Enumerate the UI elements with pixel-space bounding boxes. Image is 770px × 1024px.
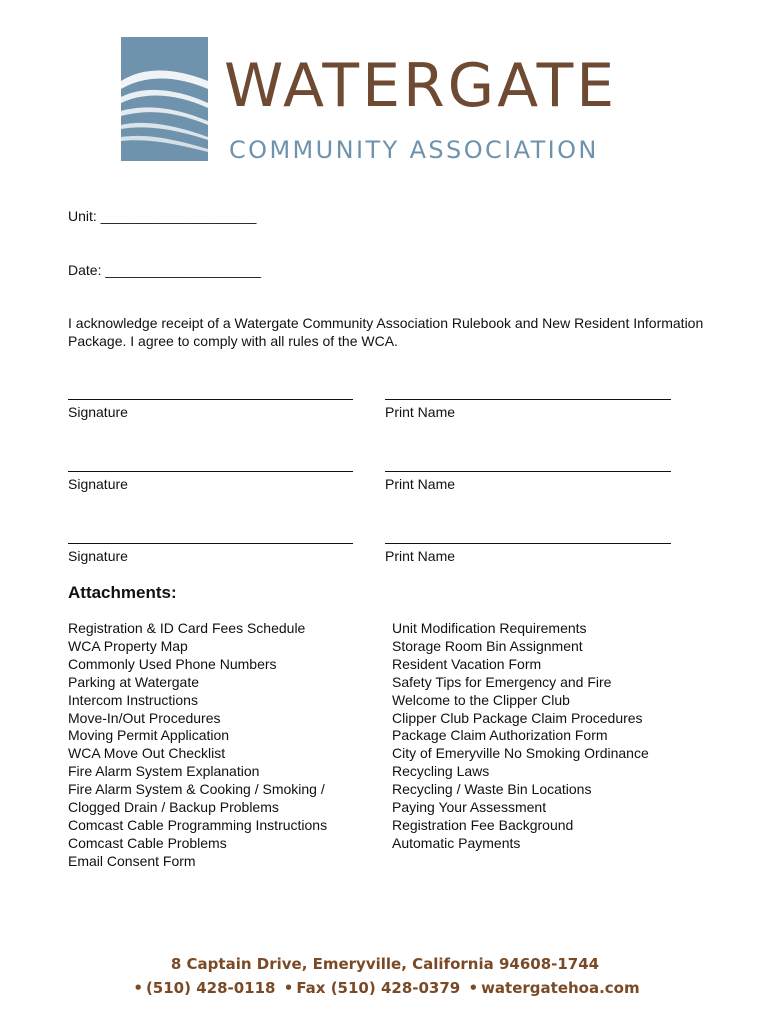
attachments-heading: Attachments: xyxy=(68,583,177,602)
bullet-separator: • xyxy=(468,979,479,997)
list-item: Move-In/Out Procedures xyxy=(68,709,221,726)
signature-label: Signature xyxy=(68,548,128,564)
list-item: City of Emeryville No Smoking Ordinance xyxy=(392,745,649,762)
bullet-separator: • xyxy=(283,979,294,997)
list-item: Fire Alarm System Explanation xyxy=(68,763,260,780)
footer-address: 8 Captain Drive, Emeryville, California 94608-1744 xyxy=(170,955,600,973)
print-name-label: Print Name xyxy=(385,476,456,492)
watergate-logo-icon xyxy=(121,37,208,161)
signature-line[interactable] xyxy=(68,399,353,400)
list-item: Email Consent Form xyxy=(68,852,196,869)
footer-contact xyxy=(0,979,770,997)
attachments-list-left xyxy=(68,620,327,871)
bullet-separator: • xyxy=(133,979,143,997)
list-item: Comcast Cable Problems xyxy=(68,834,227,851)
list-item: Moving Permit Application xyxy=(68,727,230,744)
list-item: Resident Vacation Form xyxy=(392,655,542,672)
list-item: Commonly Used Phone Numbers xyxy=(68,655,277,672)
list-item: Clipper Club Package Claim Procedures xyxy=(392,709,643,726)
signature-line[interactable] xyxy=(68,471,353,472)
print-name-label: Print Name xyxy=(385,548,456,564)
brand-title: WATERGATE xyxy=(224,51,618,121)
list-item: Recycling Laws xyxy=(392,763,490,780)
list-item: Clogged Drain / Backup Problems xyxy=(68,799,279,816)
date-field xyxy=(68,262,261,278)
attachments-list-right xyxy=(392,620,649,853)
list-item: Automatic Payments xyxy=(392,834,521,851)
unit-blank[interactable]: ____________________ xyxy=(100,208,257,224)
list-item: WCA Move Out Checklist xyxy=(68,745,226,762)
date-blank[interactable]: ____________________ xyxy=(105,262,262,278)
print-name-line[interactable] xyxy=(385,543,671,544)
print-name-line[interactable] xyxy=(385,399,671,400)
list-item: Storage Room Bin Assignment xyxy=(392,637,583,654)
list-item: Comcast Cable Programming Instructions xyxy=(68,816,328,833)
list-item: Parking at Watergate xyxy=(68,673,199,690)
list-item: Recycling / Waste Bin Locations xyxy=(392,781,592,798)
unit-label: Unit: xyxy=(68,208,97,224)
list-item: Registration Fee Background xyxy=(392,816,574,833)
list-item: Fire Alarm System & Cooking / Smoking / xyxy=(68,781,325,798)
print-name-label: Print Name xyxy=(385,404,456,420)
list-item: Welcome to the Clipper Club xyxy=(392,691,570,708)
list-item: Safety Tips for Emergency and Fire xyxy=(392,673,612,690)
print-name-line[interactable] xyxy=(385,471,671,472)
list-item: Unit Modification Requirements xyxy=(392,620,587,636)
signature-label: Signature xyxy=(68,404,128,420)
list-item: Package Claim Authorization Form xyxy=(392,727,608,744)
brand-subtitle: COMMUNITY ASSOCIATION xyxy=(229,136,599,164)
acknowledgement-text: I acknowledge receipt of a Watergate Community Association Rulebook and New Resident Information Package. I agree to comply with all rules of the WCA. xyxy=(68,315,704,349)
footer-website[interactable]: watergatehoa.com xyxy=(481,979,640,997)
date-label: Date: xyxy=(68,262,102,278)
footer-phone: (510) 428-0118 xyxy=(145,979,276,997)
signature-label: Signature xyxy=(68,476,128,492)
footer-fax: Fax (510) 428-0379 xyxy=(296,979,461,997)
list-item: WCA Property Map xyxy=(68,637,188,654)
list-item: Paying Your Assessment xyxy=(392,799,547,816)
unit-field xyxy=(68,208,256,224)
list-item: Intercom Instructions xyxy=(68,691,198,708)
list-item: Registration & ID Card Fees Schedule xyxy=(68,620,306,636)
signature-line[interactable] xyxy=(68,543,353,544)
